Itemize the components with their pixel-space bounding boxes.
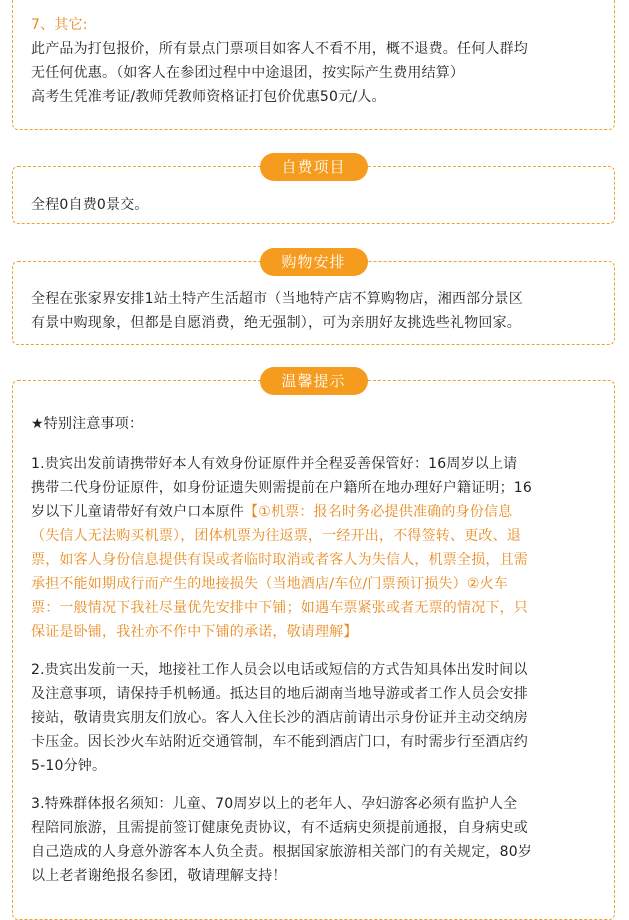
other-info-box	[12, 0, 615, 130]
self-pay-title: 自费项目	[259, 153, 367, 181]
item3-line-2: 程陪同旅游，且需提前签订健康免责协议，有不适病史须提前通报，自身病史或	[31, 820, 528, 836]
tips-box	[12, 372, 615, 920]
special-notice-heading: ★特别注意事项：	[31, 416, 144, 432]
tips-item-2	[31, 658, 596, 778]
tips-item-1	[31, 452, 596, 644]
item1-line-1: 1.贵宾出发前请携带好本人有效身份证原件并全程妥善保管好：16周岁以上请	[31, 456, 518, 472]
section7-heading: 7、其它:	[31, 17, 88, 33]
item1-line-2: 携带二代身份证原件，如身份证遗失则需提前在户籍所在地办理好户籍证明；16	[31, 480, 533, 496]
shopping-line-1: 全程在张家界安排1站土特产生活超市（当地特产店不算购物店，湘西部分景区	[31, 291, 523, 307]
shopping-line-2: 有景中购现象，但都是自愿消费，绝无强制），可为亲朋好友挑选些礼物回家。	[31, 315, 521, 331]
item1-line-3-text: 岁以下儿童请带好有效户口本原件	[31, 504, 244, 520]
item1-orange-line-2: 票，如客人身份信息提供有误或者临时取消或者客人为失信人，机票全损，且需	[31, 552, 528, 568]
shopping-box	[12, 253, 615, 345]
section7-line-2: 无任何优惠。（如客人在参团过程中中途退团，按实际产生费用结算）	[31, 65, 465, 81]
tips-title: 温馨提示	[259, 367, 367, 395]
item2-line-1: 2.贵宾出发前一天，地接社工作人员会以电话或短信的方式告知具体出发时间以	[31, 662, 528, 678]
item1-flight-note-start: 【①机票：报名时务必提供准确的身份信息	[244, 504, 513, 520]
item3-line-3: 自己造成的人身意外游客本人负全责。根据国家旅游相关部门的有关规定，80岁	[31, 844, 533, 860]
tips-item-3	[31, 792, 596, 888]
item1-orange-line-3: 承担不能如期成行而产生的地接损失（当地酒店/车位/门票预订损失）②火车	[31, 576, 508, 592]
item1-orange-line-4: 票：一般情况下我社尽量优先安排中下铺；如遇车票紧张或者无票的情况下，只	[31, 600, 528, 616]
item1-orange-line-1: （失信人无法购买机票），团体机票为往返票，一经开出，不得签转、更改、退	[31, 528, 521, 544]
item2-line-2: 及注意事项，请保持手机畅通。抵达目的地后湖南当地导游或者工作人员会安排	[31, 686, 528, 702]
item2-line-4: 卡压金。因长沙火车站附近交通管制，车不能到酒店门口，有时需步行至酒店约	[31, 734, 528, 750]
item2-line-3: 接站，敬请贵宾朋友们放心。客人入住长沙的酒店前请出示身份证并主动交纳房	[31, 710, 528, 726]
item3-line-1: 3.特殊群体报名须知：儿童、70周岁以上的老年人、孕妇游客必须有监护人全	[31, 796, 518, 812]
section7-line-1: 此产品为打包报价，所有景点门票项目如客人不看不用，概不退费。任何人群均	[31, 41, 528, 57]
item1-orange-line-5: 保证是卧铺，我社亦不作中下铺的承诺，敬请理解】	[31, 624, 358, 640]
shopping-title: 购物安排	[259, 248, 367, 276]
self-pay-box	[12, 158, 615, 224]
self-pay-text: 全程0自费0景交。	[31, 197, 149, 213]
item3-line-4: 以上老者谢绝报名参团，敬请理解支持！	[31, 868, 287, 884]
item1-line-3	[31, 500, 596, 524]
item2-line-5: 5-10分钟。	[31, 758, 107, 774]
section7-line-3: 高考生凭准考证/教师凭教师资格证打包价优惠50元/人。	[31, 89, 386, 105]
